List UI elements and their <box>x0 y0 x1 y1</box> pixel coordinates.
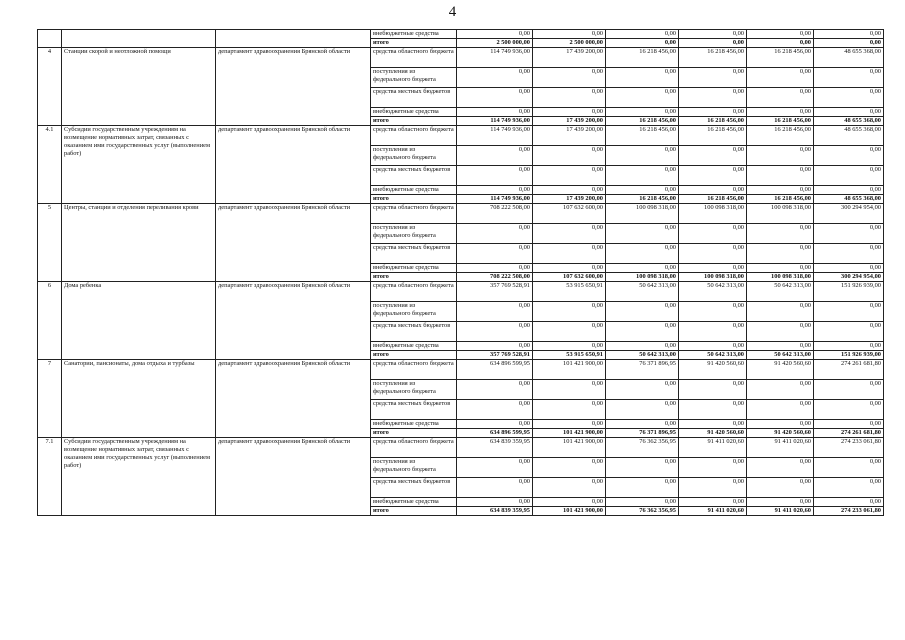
amount-cell: 0,00 <box>747 342 814 351</box>
amount-cell: 0,00 <box>814 380 884 400</box>
amount-cell: 634 839 359,95 <box>457 507 533 516</box>
amount-cell: 0,00 <box>814 322 884 342</box>
amount-cell: 48 655 368,00 <box>814 195 884 204</box>
funding-source-cell: внебюджетные средства <box>371 420 457 429</box>
amount-cell: 0,00 <box>606 264 679 273</box>
amount-cell: 0,00 <box>679 342 747 351</box>
funding-source-cell: средства местных бюджетов <box>371 88 457 108</box>
amount-cell: 0,00 <box>533 400 606 420</box>
amount-cell: 0,00 <box>747 420 814 429</box>
funding-source-cell: средства местных бюджетов <box>371 322 457 342</box>
amount-cell: 0,00 <box>814 400 884 420</box>
amount-cell: 0,00 <box>533 478 606 498</box>
amount-cell: 0,00 <box>747 302 814 322</box>
amount-cell: 0,00 <box>606 186 679 195</box>
funding-source-cell: поступления из федерального бюджета <box>371 380 457 400</box>
amount-cell: 0,00 <box>747 166 814 186</box>
funding-source-cell: внебюджетные средства <box>371 108 457 117</box>
amount-cell: 0,00 <box>679 380 747 400</box>
amount-cell: 91 411 020,60 <box>679 438 747 458</box>
amount-cell: 0,00 <box>747 108 814 117</box>
amount-cell: 0,00 <box>533 88 606 108</box>
amount-cell: 0,00 <box>533 108 606 117</box>
amount-cell: 0,00 <box>747 458 814 478</box>
amount-cell: 357 769 528,91 <box>457 282 533 302</box>
amount-cell: 0,00 <box>533 224 606 244</box>
amount-cell: 0,00 <box>747 498 814 507</box>
funding-source-cell: итого <box>371 273 457 282</box>
funding-source-cell: средства областного бюджета <box>371 360 457 380</box>
amount-cell: 0,00 <box>457 400 533 420</box>
amount-cell: 76 371 896,95 <box>606 429 679 438</box>
amount-cell: 0,00 <box>679 244 747 264</box>
amount-cell: 0,00 <box>606 224 679 244</box>
item-name-cell: Станции скорой и неотложной помощи <box>62 48 216 126</box>
amount-cell: 16 218 456,00 <box>679 48 747 68</box>
amount-cell: 91 420 560,60 <box>679 429 747 438</box>
amount-cell: 100 098 318,00 <box>679 204 747 224</box>
amount-cell: 0,00 <box>814 30 884 39</box>
amount-cell: 0,00 <box>457 30 533 39</box>
amount-cell: 16 218 456,00 <box>747 48 814 68</box>
funding-source-cell: поступления из федерального бюджета <box>371 146 457 166</box>
table-row <box>38 360 884 380</box>
amount-cell: 114 749 936,00 <box>457 195 533 204</box>
executor-cell: департамент здравоохранения Брянской области <box>216 126 371 204</box>
page-number: 4 <box>448 4 457 20</box>
amount-cell: 634 839 359,95 <box>457 438 533 458</box>
amount-cell: 17 439 200,00 <box>533 48 606 68</box>
executor-cell: департамент здравоохранения Брянской области <box>216 48 371 126</box>
amount-cell: 50 642 313,00 <box>606 351 679 360</box>
amount-cell: 50 642 313,00 <box>679 351 747 360</box>
amount-cell: 0,00 <box>606 342 679 351</box>
amount-cell: 101 421 900,00 <box>533 507 606 516</box>
amount-cell: 0,00 <box>533 244 606 264</box>
amount-cell: 0,00 <box>533 342 606 351</box>
amount-cell: 17 439 200,00 <box>533 195 606 204</box>
executor-cell: департамент здравоохранения Брянской области <box>216 438 371 516</box>
amount-cell: 0,00 <box>679 186 747 195</box>
amount-cell: 0,00 <box>679 420 747 429</box>
amount-cell: 0,00 <box>747 39 814 48</box>
amount-cell: 0,00 <box>533 498 606 507</box>
table-body <box>38 30 884 516</box>
item-name-cell: Центры, станции и отделения переливания крови <box>62 204 216 282</box>
amount-cell: 0,00 <box>457 264 533 273</box>
amount-cell: 357 769 528,91 <box>457 351 533 360</box>
amount-cell: 0,00 <box>533 302 606 322</box>
amount-cell: 50 642 313,00 <box>747 282 814 302</box>
amount-cell: 0,00 <box>457 186 533 195</box>
amount-cell: 91 411 020,60 <box>679 507 747 516</box>
amount-cell: 0,00 <box>814 39 884 48</box>
funding-source-cell: внебюджетные средства <box>371 498 457 507</box>
amount-cell: 0,00 <box>747 244 814 264</box>
amount-cell: 0,00 <box>533 166 606 186</box>
amount-cell: 0,00 <box>533 458 606 478</box>
amount-cell: 114 749 936,00 <box>457 117 533 126</box>
amount-cell: 91 420 560,60 <box>747 360 814 380</box>
amount-cell: 100 098 318,00 <box>679 273 747 282</box>
amount-cell: 0,00 <box>679 108 747 117</box>
item-number-cell: 4.1 <box>38 126 62 204</box>
amount-cell: 0,00 <box>747 478 814 498</box>
amount-cell: 0,00 <box>814 68 884 88</box>
amount-cell: 16 218 456,00 <box>606 195 679 204</box>
amount-cell: 0,00 <box>457 146 533 166</box>
amount-cell: 300 294 954,00 <box>814 273 884 282</box>
item-number-cell: 7.1 <box>38 438 62 516</box>
amount-cell: 0,00 <box>457 302 533 322</box>
table-row <box>38 48 884 68</box>
amount-cell: 91 411 020,60 <box>747 438 814 458</box>
amount-cell: 0,00 <box>679 400 747 420</box>
amount-cell: 100 098 318,00 <box>747 273 814 282</box>
amount-cell: 0,00 <box>533 68 606 88</box>
funding-source-cell: поступления из федерального бюджета <box>371 458 457 478</box>
amount-cell: 91 420 560,60 <box>747 429 814 438</box>
amount-cell: 76 362 356,95 <box>606 438 679 458</box>
table-row <box>38 204 884 224</box>
amount-cell: 16 218 456,00 <box>679 195 747 204</box>
amount-cell: 0,00 <box>747 322 814 342</box>
executor-cell <box>216 30 371 48</box>
funding-source-cell: поступления из федерального бюджета <box>371 224 457 244</box>
amount-cell: 107 632 600,00 <box>533 204 606 224</box>
funding-source-cell: средства областного бюджета <box>371 48 457 68</box>
amount-cell: 100 098 318,00 <box>606 273 679 282</box>
amount-cell: 53 915 650,91 <box>533 351 606 360</box>
amount-cell: 101 421 900,00 <box>533 438 606 458</box>
amount-cell: 0,00 <box>533 322 606 342</box>
amount-cell: 0,00 <box>814 88 884 108</box>
amount-cell: 107 632 600,00 <box>533 273 606 282</box>
amount-cell: 0,00 <box>606 498 679 507</box>
item-number-cell: 5 <box>38 204 62 282</box>
amount-cell: 16 218 456,00 <box>747 117 814 126</box>
amount-cell: 91 411 020,60 <box>747 507 814 516</box>
amount-cell: 48 655 368,00 <box>814 48 884 68</box>
amount-cell: 0,00 <box>457 244 533 264</box>
amount-cell: 50 642 313,00 <box>679 282 747 302</box>
amount-cell: 0,00 <box>814 264 884 273</box>
funding-source-cell: средства местных бюджетов <box>371 244 457 264</box>
amount-cell: 0,00 <box>457 458 533 478</box>
amount-cell: 0,00 <box>814 302 884 322</box>
amount-cell: 0,00 <box>679 39 747 48</box>
amount-cell: 0,00 <box>606 380 679 400</box>
amount-cell: 101 421 900,00 <box>533 429 606 438</box>
amount-cell: 0,00 <box>606 244 679 264</box>
amount-cell: 0,00 <box>533 186 606 195</box>
amount-cell: 0,00 <box>533 146 606 166</box>
amount-cell: 16 218 456,00 <box>606 48 679 68</box>
amount-cell: 0,00 <box>814 166 884 186</box>
amount-cell: 114 749 936,00 <box>457 48 533 68</box>
amount-cell: 0,00 <box>747 30 814 39</box>
amount-cell: 0,00 <box>814 186 884 195</box>
amount-cell: 0,00 <box>747 186 814 195</box>
amount-cell: 48 655 368,00 <box>814 126 884 146</box>
amount-cell: 76 362 356,95 <box>606 507 679 516</box>
amount-cell: 0,00 <box>457 380 533 400</box>
amount-cell: 0,00 <box>457 224 533 244</box>
amount-cell: 708 222 508,00 <box>457 273 533 282</box>
amount-cell: 0,00 <box>814 458 884 478</box>
amount-cell: 0,00 <box>679 322 747 342</box>
amount-cell: 0,00 <box>747 400 814 420</box>
executor-cell: департамент здравоохранения Брянской области <box>216 282 371 360</box>
executor-cell: департамент здравоохранения Брянской области <box>216 204 371 282</box>
amount-cell: 0,00 <box>679 166 747 186</box>
item-number-cell: 7 <box>38 360 62 438</box>
amount-cell: 76 371 896,95 <box>606 360 679 380</box>
amount-cell: 708 222 508,00 <box>457 204 533 224</box>
executor-cell: департамент здравоохранения Брянской области <box>216 360 371 438</box>
amount-cell: 0,00 <box>606 30 679 39</box>
funding-source-cell: средства областного бюджета <box>371 126 457 146</box>
amount-cell: 0,00 <box>457 498 533 507</box>
amount-cell: 0,00 <box>606 478 679 498</box>
amount-cell: 0,00 <box>457 342 533 351</box>
amount-cell: 0,00 <box>814 498 884 507</box>
funding-source-cell: средства областного бюджета <box>371 204 457 224</box>
budget-table <box>37 29 884 516</box>
amount-cell: 53 915 650,91 <box>533 282 606 302</box>
amount-cell: 50 642 313,00 <box>747 351 814 360</box>
amount-cell: 0,00 <box>606 322 679 342</box>
amount-cell: 0,00 <box>533 420 606 429</box>
item-name-cell: Дома ребенка <box>62 282 216 360</box>
amount-cell: 0,00 <box>747 68 814 88</box>
table-row <box>38 30 884 39</box>
funding-source-cell: поступления из федерального бюджета <box>371 302 457 322</box>
amount-cell: 16 218 456,00 <box>679 117 747 126</box>
amount-cell: 0,00 <box>814 146 884 166</box>
amount-cell: 0,00 <box>747 88 814 108</box>
amount-cell: 0,00 <box>747 146 814 166</box>
amount-cell: 0,00 <box>747 380 814 400</box>
amount-cell: 300 294 954,00 <box>814 204 884 224</box>
amount-cell: 91 420 560,60 <box>679 360 747 380</box>
amount-cell: 0,00 <box>606 400 679 420</box>
funding-source-cell: итого <box>371 195 457 204</box>
amount-cell: 0,00 <box>679 302 747 322</box>
table-row <box>38 126 884 146</box>
amount-cell: 0,00 <box>679 146 747 166</box>
amount-cell: 0,00 <box>457 68 533 88</box>
name-cell <box>62 30 216 48</box>
amount-cell: 0,00 <box>606 458 679 478</box>
funding-source-cell: внебюджетные средства <box>371 342 457 351</box>
amount-cell: 0,00 <box>457 108 533 117</box>
amount-cell: 0,00 <box>606 146 679 166</box>
amount-cell: 0,00 <box>606 302 679 322</box>
funding-source-cell: средства местных бюджетов <box>371 166 457 186</box>
amount-cell: 151 926 939,00 <box>814 282 884 302</box>
amount-cell: 0,00 <box>679 88 747 108</box>
amount-cell: 0,00 <box>814 342 884 351</box>
amount-cell: 0,00 <box>747 264 814 273</box>
amount-cell: 2 500 000,00 <box>533 39 606 48</box>
amount-cell: 100 098 318,00 <box>606 204 679 224</box>
amount-cell: 0,00 <box>814 420 884 429</box>
amount-cell: 50 642 313,00 <box>606 282 679 302</box>
amount-cell: 0,00 <box>533 380 606 400</box>
amount-cell: 0,00 <box>457 322 533 342</box>
amount-cell: 48 655 368,00 <box>814 117 884 126</box>
amount-cell: 2 500 000,00 <box>457 39 533 48</box>
funding-source-cell: средства областного бюджета <box>371 282 457 302</box>
item-name-cell: Субсидии государственным учреждениям на возмещение нормативных затрат, связанных с оказанием ими государственных услуг (выполнением работ) <box>62 126 216 204</box>
amount-cell: 100 098 318,00 <box>747 204 814 224</box>
funding-source-cell: итого <box>371 351 457 360</box>
amount-cell: 0,00 <box>679 30 747 39</box>
amount-cell: 0,00 <box>606 108 679 117</box>
amount-cell: 16 218 456,00 <box>606 117 679 126</box>
funding-source-cell: средства местных бюджетов <box>371 400 457 420</box>
amount-cell: 0,00 <box>457 478 533 498</box>
amount-cell: 634 896 599,95 <box>457 360 533 380</box>
amount-cell: 0,00 <box>457 88 533 108</box>
amount-cell: 0,00 <box>457 166 533 186</box>
amount-cell: 101 421 900,00 <box>533 360 606 380</box>
amount-cell: 0,00 <box>679 498 747 507</box>
amount-cell: 274 233 061,80 <box>814 507 884 516</box>
funding-source-cell: внебюджетные средства <box>371 30 457 39</box>
funding-source-cell: итого <box>371 429 457 438</box>
amount-cell: 0,00 <box>679 478 747 498</box>
amount-cell: 0,00 <box>606 68 679 88</box>
no-cell <box>38 30 62 48</box>
funding-source-cell: средства областного бюджета <box>371 438 457 458</box>
amount-cell: 0,00 <box>606 420 679 429</box>
amount-cell: 0,00 <box>606 39 679 48</box>
funding-source-cell: итого <box>371 39 457 48</box>
amount-cell: 0,00 <box>606 166 679 186</box>
amount-cell: 274 261 681,80 <box>814 360 884 380</box>
amount-cell: 0,00 <box>533 30 606 39</box>
funding-source-cell: внебюджетные средства <box>371 264 457 273</box>
amount-cell: 16 218 456,00 <box>747 126 814 146</box>
funding-source-cell: поступления из федерального бюджета <box>371 68 457 88</box>
amount-cell: 16 218 456,00 <box>679 126 747 146</box>
item-name-cell: Санатории, пансионаты, дома отдыха и турбазы <box>62 360 216 438</box>
amount-cell: 0,00 <box>457 420 533 429</box>
funding-source-cell: средства местных бюджетов <box>371 478 457 498</box>
amount-cell: 0,00 <box>679 458 747 478</box>
amount-cell: 0,00 <box>814 478 884 498</box>
amount-cell: 17 439 200,00 <box>533 126 606 146</box>
amount-cell: 114 749 936,00 <box>457 126 533 146</box>
amount-cell: 16 218 456,00 <box>606 126 679 146</box>
funding-source-cell: внебюджетные средства <box>371 186 457 195</box>
table-row <box>38 282 884 302</box>
amount-cell: 274 261 681,80 <box>814 429 884 438</box>
item-name-cell: Субсидии государственным учреждениям на возмещение нормативных затрат, связанных с оказанием ими государственных услуг (выполнением работ) <box>62 438 216 516</box>
amount-cell: 17 439 200,00 <box>533 117 606 126</box>
amount-cell: 0,00 <box>814 108 884 117</box>
funding-source-cell: итого <box>371 507 457 516</box>
amount-cell: 0,00 <box>606 88 679 108</box>
amount-cell: 274 233 061,80 <box>814 438 884 458</box>
amount-cell: 0,00 <box>679 264 747 273</box>
amount-cell: 0,00 <box>814 224 884 244</box>
funding-source-cell: итого <box>371 117 457 126</box>
amount-cell: 0,00 <box>679 68 747 88</box>
item-number-cell: 6 <box>38 282 62 360</box>
amount-cell: 0,00 <box>533 264 606 273</box>
item-number-cell: 4 <box>38 48 62 126</box>
amount-cell: 0,00 <box>679 224 747 244</box>
table-row <box>38 438 884 458</box>
amount-cell: 0,00 <box>747 224 814 244</box>
amount-cell: 151 926 939,00 <box>814 351 884 360</box>
amount-cell: 634 896 599,95 <box>457 429 533 438</box>
amount-cell: 16 218 456,00 <box>747 195 814 204</box>
amount-cell: 0,00 <box>814 244 884 264</box>
